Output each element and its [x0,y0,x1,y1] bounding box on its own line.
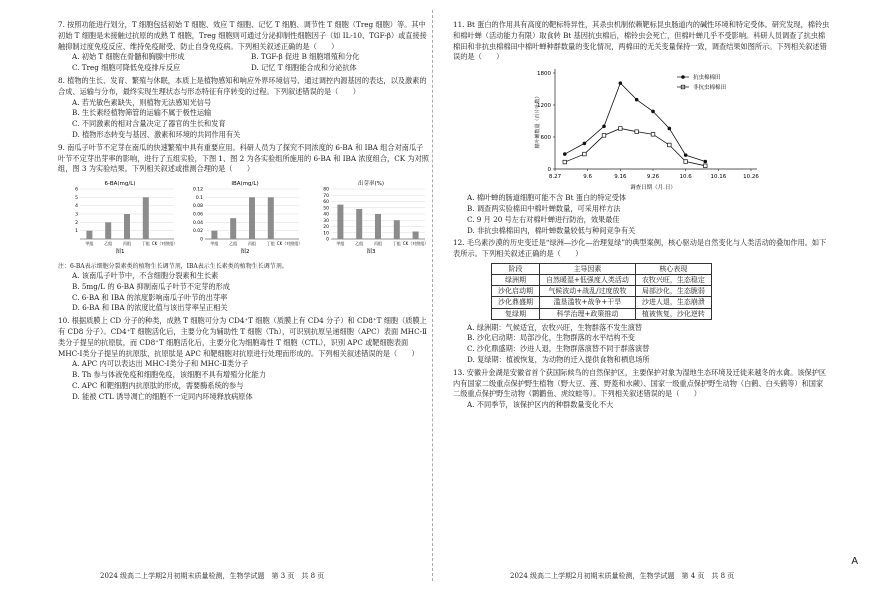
legend-label-1: 抗虫棉棉田 [693,75,721,82]
q12-stem: 12. 毛乌素沙漠的历史变迁是“绿洲—沙化—治理复绿”的典型案例，核心驱动是自然变化与人类活动的叠加作用。如下表所示。下列相关叙述正确的是（ ） [453,238,827,259]
right-page [453,18,830,411]
bar [86,231,92,239]
bar [249,197,255,239]
q7-option-d: D. 记忆 T 细胞能合成和分泌抗体 [251,63,357,73]
x-tick-label: 10.6 [679,174,692,181]
bar-chart-1 [58,177,178,257]
y-tick-label: 60 [322,200,329,206]
q11-option-d: D. 非抗虫棉棉田内，棉叶蝉数量较低与种间竞争有关 [467,225,636,235]
q12-option-b: B. 沙化启动期：局部沙化，生物群落的水平结构不变 [467,333,635,343]
x-tick-label: 10.26 [743,174,759,181]
q12-option-c: C. 沙化鼎盛期：沙进人退，生物群落演替不同于群落演替 [467,344,650,354]
table-row [492,286,712,297]
figure-label: 图1 [115,249,125,256]
data-point [619,82,623,86]
x-tick-label: 丙组 [248,241,257,247]
bar [356,209,362,239]
y-tick-label: 30 [322,218,329,224]
y-tick-label: 0.08 [193,204,204,210]
question-13 [453,368,830,411]
q9-charts [58,177,430,261]
left-page [58,18,430,403]
figure-3 [309,177,430,261]
table-cell: 自然暖湿+低强度人类活动 [540,275,636,286]
y-tick-label: 600 [540,135,551,142]
data-point [563,152,567,156]
data-point [651,110,655,114]
y-tick-label: 0.12 [193,187,204,193]
table-cell: 沙化鼎盛期 [492,297,540,308]
q11-option-c: C. 9 月 20 号左右对棉叶蝉进行防治，效果最佳 [467,214,620,224]
x-tick-label: 丁组 [141,241,150,247]
y-tick-label: 0 [547,167,551,174]
question-7 [58,20,430,74]
y-tick-label: 3 [75,212,78,218]
q7-option-a: A. 初始 T 细胞在骨髓和胸腺中形成 [72,52,185,62]
q11-stem: 11. Bt 蛋白的作用具有高度的靶标特异性，其杀虫机制依赖靶标昆虫肠道内的碱性环境和特定受体。研究发现，棉铃虫和棉叶蝉（活动能力有限）取食转 Bt 基因抗虫棉后，棉铃虫会死亡，但棉叶蝉几乎不受影响。科研人员调查了抗虫棉棉田和非抗虫棉棉田中棉叶蝉种群数量的变化情况，两棉田的无关变量保持一致，调查结果如图所示。下列相关叙述错误的是（ ） [453,20,830,62]
q9-option-b: B. 5mg/L 的 6-BA 抑制南瓜子叶节不定芽的形成 [72,281,230,291]
data-point [602,134,606,138]
q9-option-a: A. 该南瓜子叶节中，不含细胞分裂素和生长素 [72,270,219,280]
table-header-row [492,263,712,274]
table-header: 主导因素 [540,263,636,274]
table-cell: 科学治理+政策推动 [540,308,636,319]
x-tick-label: CK（对照组） [151,241,178,247]
y-tick-label: 0.04 [193,220,204,226]
chart-title: 出芽率(%) [357,181,384,188]
x-axis-label: 调查日期（月.日） [630,185,676,192]
x-tick-label: CK（对照组） [402,241,428,247]
bar [231,218,237,239]
q10-option-b: B. Th 参与体液免疫和细胞免疫，该细胞不具有增殖分化能力 [72,370,267,380]
corner-mark: A [851,556,858,567]
question-10 [58,316,430,402]
q12-option-a: A. 绿洲期：气候适宜，农牧兴旺，生物群落不发生演替 [467,322,643,332]
x-tick-label: 9.26 [646,174,660,181]
y-tick-label: 50 [322,206,329,212]
y-tick-label: 80 [322,187,329,193]
figure-2 [183,177,304,261]
y-tick-label: 0 [325,237,329,243]
x-tick-label: 甲组 [210,241,219,247]
x-tick-label: 丁组 [267,241,276,247]
q7-stem: 7. 按照功能进行划分，T 细胞包括初始 T 细胞、效应 T 细胞、记忆 T 细胞、调节性 T 细胞（Treg 细胞）等。其中初始 T 细胞是未接触过抗原的成熟 T 细胞，Treg 细胞则可通过分泌抑制性细胞因子（如 IL-10、TGF-β）或直接接触抑制过度免疫反应、维持免疫耐受、防止自身免疫病。下列相关叙述正确的是（ ） [58,20,427,51]
y-tick-label: 0.1 [196,195,204,201]
x-tick-label: 10.16 [710,174,727,181]
q10-stem: 10. 根据质膜上 CD 分子的种类，成熟 T 细胞可分为 CD4⁺T 细胞（质膜上有 CD4 分子）和 CD8⁺T 细胞（质膜上有 CD8 分子）。CD4⁺T 细胞活化后，主要分化为辅助性 T 细胞（Th），可识别抗原呈递细胞（APC）表面 MHC-Ⅱ类分子提呈的抗原肽，而 CD8⁺T 细胞活化后，主要分化为细胞毒性 T 细胞（CTL），识别 APC 或靶细胞表面 MHC-Ⅰ类分子提呈的抗原肽，抗原肽是 APC 和靶细胞对抗原进行处理而形成的。下列相关叙述错误的是（ ） [58,316,427,358]
q10-option-c: C. APC 和靶细胞内抗原肽的形成，需要酶系统的参与 [72,380,244,390]
data-point [635,98,639,102]
table-header: 核心表现 [635,263,711,274]
y-tick-label: 20 [322,225,329,231]
x-tick-label: 丙组 [373,241,382,247]
bar [105,222,111,239]
data-point [563,160,567,164]
q7-options-cd [58,63,430,74]
table-cell: 农牧兴旺，生态稳定 [635,275,711,286]
x-tick-label: 9.6 [583,174,593,181]
q13-stem: 13. 安徽升金湖是安徽省首个获国际候鸟的自然保护区，主要保护对象为湿地生态环境及迁徙来越冬的水禽。该保护区内有国家二级重点保护野生植物（野大豆、莲、野菱和水蕨）、国家一级重点保护野生动物（白鹤、白头鹤等）和国家二级重点保护野生动物（鹮鹳鱼、虎纹蛙等）。下列相关叙述错误的是（ ） [453,367,827,399]
q9-option-d: D. 6-BA 和 IBA 的浓度比值与该出芽率呈正相关 [72,303,228,313]
x-tick-label: 乙组 [229,241,238,247]
y-tick-label: 40 [322,212,329,218]
q7-options-ab [58,52,430,63]
q10-option-d: D. 能被 CTL 诱导凋亡的细胞不一定同内环境释放病原体 [72,391,253,401]
y-tick-label: 5 [75,195,78,201]
q8-stem: 8. 植物的生长、发育、繁殖与休眠，本质上是植物感知和响应外界环境信号、通过调控内源基因的表达，以及激素的合成、运输与分布，最终实现生理状态与形态特征有序转变的过程。下列叙述错误的是（ ） [58,75,427,96]
bar [124,214,130,239]
data-point [684,154,688,158]
series-line [565,83,705,161]
bar [143,197,149,239]
data-point [668,143,672,147]
data-point [684,160,688,164]
q11-option-a: A. 棉叶蝉的肠道细胞可能不含 Bt 蛋白的特定受体 [467,193,627,203]
figure-label: 图2 [240,249,250,256]
data-point [703,160,707,164]
left-footer: 2024 级高二上学期2月初期末质量检测，生物学试题 第 3 页 共 8 页 [100,571,325,580]
figure-label: 图3 [366,249,376,256]
figure-1 [58,177,179,261]
table-cell: 沙进人退，生态崩溃 [635,297,711,308]
q11-option-b: B. 调查两实验棉田中棉叶蝉数量，可采用样方法 [467,203,621,213]
bar [412,232,418,240]
x-tick-label: 乙组 [354,241,363,247]
table-cell: 局部沙化，生态脆弱 [635,286,711,297]
x-tick-label: 丙组 [123,241,131,247]
table-cell: 滥垦滥牧+战争+干旱 [540,297,636,308]
q10-option-a: A. APC 内可以表达出 MHC-Ⅰ类分子和 MHC-Ⅱ类分子 [72,359,249,369]
question-11 [453,20,830,236]
x-tick-label: CK（对照组） [277,241,303,247]
bar-chart-2 [183,177,303,257]
chart-title: IBA(mg/L) [231,181,259,188]
table-cell: 复绿期 [492,308,540,319]
bar [212,231,218,239]
q9-stem: 9. 南瓜子叶节不定芽在南瓜的快速繁殖中具有重要应用。科研人员为了探究不同浓度的 6-BA 和 IBA 组合对南瓜子叶节不定芽出芽率的影响，进行了五组实验，下图 1、图 2 为各实验组所施用的 6-BA 和 IBA 浓度组合，CK 为对照组，图 3 为实验结果。下列相关叙述或推测合理的是（ ） [58,142,429,174]
right-footer: 2024 级高二上学期2月初期末质量检测，生物学试题 第 4 页 共 8 页 [510,571,735,580]
data-point [651,133,655,137]
chart-title: 6-BA(mg/L) [104,181,136,188]
data-point [602,125,606,129]
data-point [583,152,587,156]
table-row [492,297,712,308]
x-tick-label: 丁组 [392,241,401,247]
data-point [668,127,672,131]
data-point [635,130,639,134]
q12-table [491,263,712,320]
question-9 [58,143,430,314]
question-12 [453,238,830,365]
data-point [703,164,707,168]
table-cell: 绿洲期 [492,275,540,286]
q8-option-b: B. 生长素经植物筛管的运输不属于极性运输 [72,108,212,118]
table-cell: 沙化启动期 [492,286,540,297]
line-chart [493,63,793,193]
y-tick-label: 4 [75,204,78,210]
page-divider [432,10,433,581]
table-header: 阶段 [492,263,540,274]
q8-option-a: A. 若光敏色素缺失，则植物无法感知光信号 [72,97,212,107]
q12-option-d: D. 复绿期：植被恢复，为动物的迁入提供食物和栖息场所 [467,355,650,365]
y-tick-label: 2 [75,220,78,226]
data-point [583,142,587,146]
x-tick-label: 甲组 [85,241,94,247]
y-tick-label: 1 [75,229,78,235]
bar [337,205,343,239]
table-cell: 气候波动+战乱/过度放牧 [540,286,636,297]
q7-option-c: C. Treg 细胞可降低免疫排斥反应 [72,63,181,73]
bar [393,220,399,239]
y-tick-label: 6 [75,187,78,193]
data-point [619,127,623,131]
x-tick-label: 8.27 [548,174,562,181]
q8-option-d: D. 植物形态转变与基因、激素和环境的共同作用有关 [72,129,241,139]
y-tick-label: 1200 [537,103,551,110]
legend-label-2: 非抗虫棉棉田 [693,85,727,92]
bar-chart-3 [309,177,429,257]
q9-option-c: C. 6-BA 和 IBA 的浓度影响南瓜子叶节的出芽率 [72,292,228,302]
q13-option-a: A. 不同季节，该保护区内的种群数量变化不大 [467,400,614,410]
q7-option-b: B. TGF-β 促进 B 细胞增殖和分化 [251,52,360,62]
y-tick-label: 1800 [537,71,551,78]
x-tick-label: 9.16 [614,174,627,181]
bar [268,197,274,239]
y-tick-label: 0.02 [193,229,204,235]
x-tick-label: 乙组 [104,241,113,247]
y-tick-label: 10 [322,231,329,237]
table-row [492,275,712,286]
y-tick-label: 0 [200,237,204,243]
y-tick-label: 70 [322,193,329,199]
table-cell: 植被恢复，沙化逆转 [635,308,711,319]
x-tick-label: 甲组 [336,241,345,247]
q8-option-c: C. 不同激素的相对含量决定了器官的生长和发育 [72,119,226,129]
y-tick-label: 0.06 [193,212,204,218]
question-8 [58,76,430,141]
q9-note: 注：6-BA表示细胞分裂素类的植物生长调节剂，IBA表示生长素类的植物生长调节剂。 [58,262,288,270]
y-axis-label: 棉叶蝉数量（百片叶数） [535,93,541,149]
table-row [492,308,712,319]
bar [375,214,381,239]
